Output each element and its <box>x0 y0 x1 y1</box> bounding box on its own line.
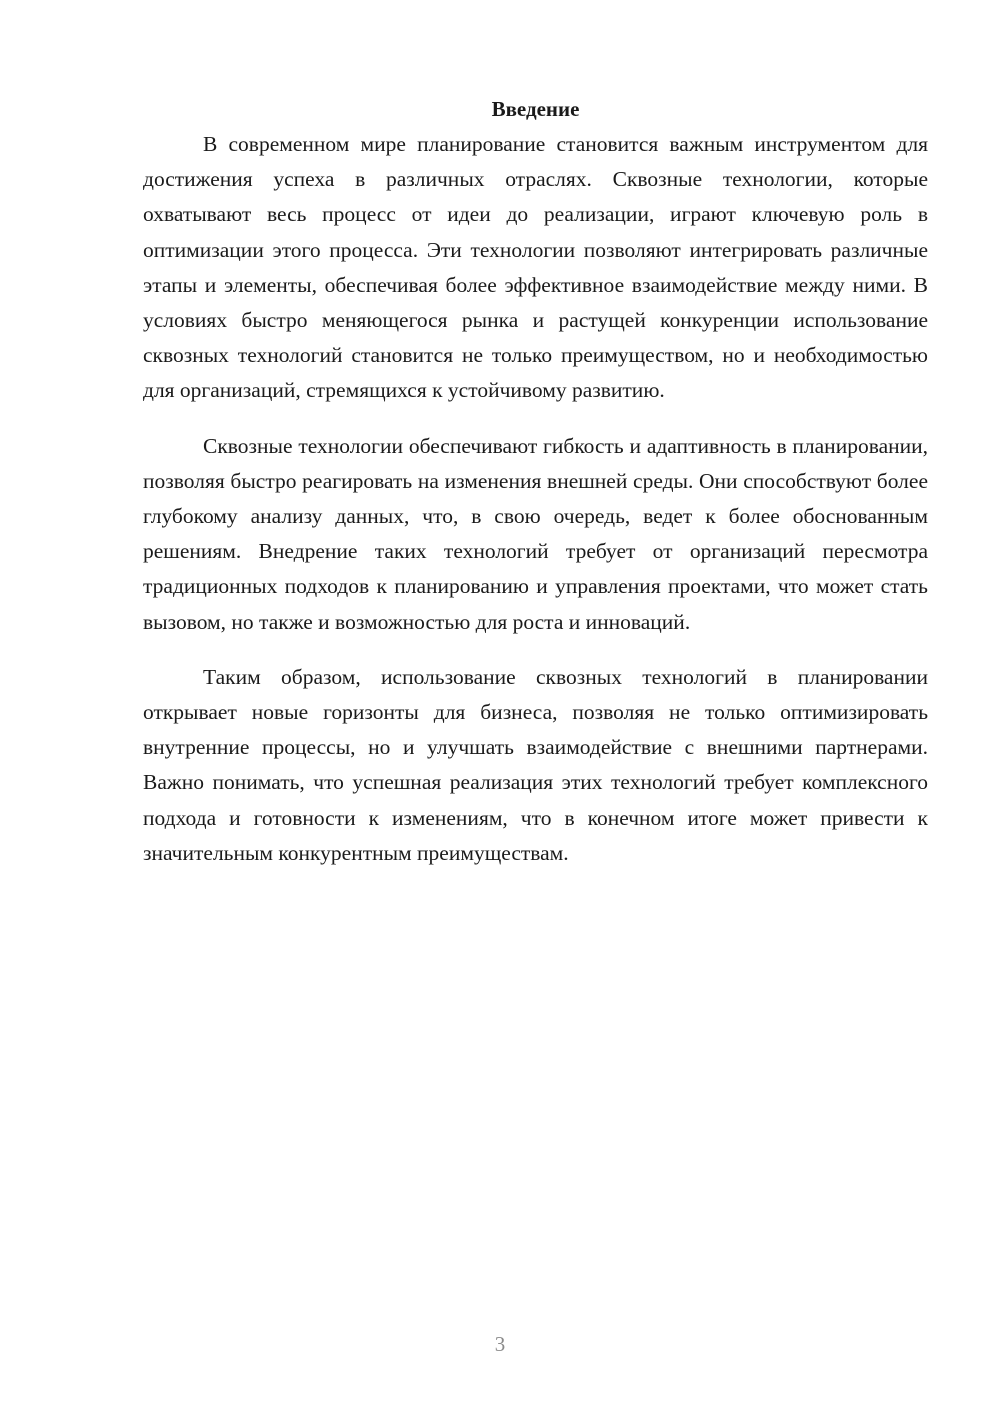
paragraph-1: В современном мире планирование становится важным инструментом для достижения успеха в различных отраслях. Сквозные технологии, которые охватывают весь процесс от идеи до реализации, играют ключевую роль в оптимизации этого процесса. Эти технологии позволяют интегрировать различные этапы и элементы, обеспечивая более эффективное взаимодействие между ними. В условиях быстро меняющегося рынка и растущей конкуренции использование сквозных технологий становится не только преимуществом, но и необходимостью для организаций, стремящихся к устойчивому развитию. <box>143 132 928 403</box>
page-content <box>143 92 928 891</box>
paragraph-2: Сквозные технологии обеспечивают гибкость и адаптивность в планировании, позволяя быстро реагировать на изменения внешней среды. Они способствуют более глубокому анализу данных, что, в свою очередь, ведет к более обоснованным решениям. Внедрение таких технологий требует от организаций пересмотра традиционных подходов к планированию и управления проектами, что может стать вызовом, но также и возможностью для роста и инноваций. <box>143 433 928 634</box>
page-number: 3 <box>494 1332 506 1356</box>
paragraph-3: Таким образом, использование сквозных технологий в планировании открывает новые горизонты для бизнеса, позволяя не только оптимизировать внутренние процессы, но и улучшать взаимодействие с внешними партнерами. Важно понимать, что успешная реализация этих технологий требует комплексного подхода и готовности к изменениям, что в конечном итоге может привести к значительным конкурентным преимуществам. <box>143 664 928 865</box>
section-title: Введение <box>491 97 580 121</box>
